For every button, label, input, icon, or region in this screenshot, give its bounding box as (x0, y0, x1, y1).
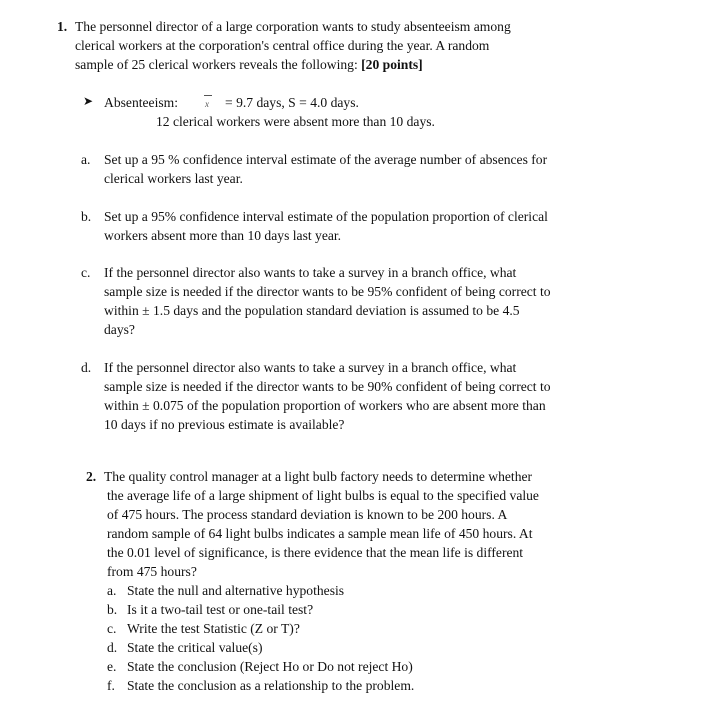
q1-part-b-line: Set up a 95% confidence interval estimate of the population proportion of clerical (104, 209, 548, 224)
q1-number: 1. (57, 19, 68, 34)
q2-number: 2. (86, 469, 97, 484)
q2-part-a-label: a. (107, 583, 117, 598)
q2-part-b-label: b. (107, 602, 118, 617)
q2-part-d-label: d. (107, 640, 118, 655)
q2-part-e-label: e. (107, 659, 117, 674)
q2-intro-line: random sample of 64 light bulbs indicates a sample mean life of 450 hours. At (107, 526, 533, 541)
q1-intro-line: The personnel director of a large corporation wants to study absenteeism among (75, 19, 511, 34)
q2-part-e-text: State the conclusion (Reject Ho or Do not reject Ho) (127, 659, 413, 674)
q1-intro-line-last (75, 55, 423, 74)
q1-part-d-label: d. (81, 360, 92, 375)
q2-part-b-text: Is it a two-tail test or one-tail test? (127, 602, 314, 617)
q2-part-d-text: State the critical value(s) (127, 640, 263, 655)
q1-intro-line: clerical workers at the corporation's central office during the year. A random (75, 38, 490, 53)
xbar-symbol: x (205, 95, 209, 114)
q2-intro-line: of 475 hours. The process standard deviation is known to be 200 hours. A (107, 507, 508, 522)
q1-part-c-line: within ± 1.5 days and the population standard deviation is assumed to be 4.5 (104, 303, 520, 318)
q2-intro-line: The quality control manager at a light bulb factory needs to determine whether (104, 469, 533, 484)
absenteeism-stats: = 9.7 days, S = 4.0 days. (225, 95, 359, 110)
absent-count-line: 12 clerical workers were absent more than 10 days. (156, 114, 435, 129)
q1-part-a-line: Set up a 95 % confidence interval estimate of the average number of absences for (104, 152, 548, 167)
q1-part-d-line: sample size is needed if the director wants to be 90% confident of being correct to (104, 379, 551, 394)
absenteeism-label: Absenteeism: (104, 95, 178, 110)
q1-part-c-line: days? (104, 322, 135, 337)
q1-part-a-line: clerical workers last year. (104, 171, 243, 186)
q1-part-d-line: within ± 0.075 of the population proportion of workers who are absent more than (104, 398, 546, 413)
q1-part-d-line: If the personnel director also wants to take a survey in a branch office, what (104, 360, 517, 375)
q1-points: [20 points] (361, 57, 423, 72)
q2-part-c-text: Write the test Statistic (Z or T)? (127, 621, 300, 636)
q1-part-c-line: sample size is needed if the director wants to be 95% confident of being correct to (104, 284, 551, 299)
q1-part-d-line: 10 days if no previous estimate is available? (104, 417, 345, 432)
q2-part-f-text: State the conclusion as a relationship to the problem. (127, 678, 415, 693)
q1-part-c-label: c. (81, 265, 91, 280)
q2-part-a-text: State the null and alternative hypothesis (127, 583, 345, 598)
arrow-bullet-icon: ➤ (83, 94, 94, 108)
q2-intro-line: from 475 hours? (107, 564, 197, 579)
q2-intro-line: the 0.01 level of significance, is there evidence that the mean life is different (107, 545, 524, 560)
q1-intro-text: sample of 25 clerical workers reveals the following: (75, 57, 358, 72)
q1-part-b-line: workers absent more than 10 days last year. (104, 228, 342, 243)
q1-part-b-label: b. (81, 209, 92, 224)
q2-part-c-label: c. (107, 621, 117, 636)
q1-part-a-label: a. (81, 152, 91, 167)
q2-part-f-label: f. (107, 678, 115, 693)
q2-intro-line: the average life of a large shipment of light bulbs is equal to the specified value (107, 488, 539, 503)
q1-part-c-line: If the personnel director also wants to take a survey in a branch office, what (104, 265, 517, 280)
